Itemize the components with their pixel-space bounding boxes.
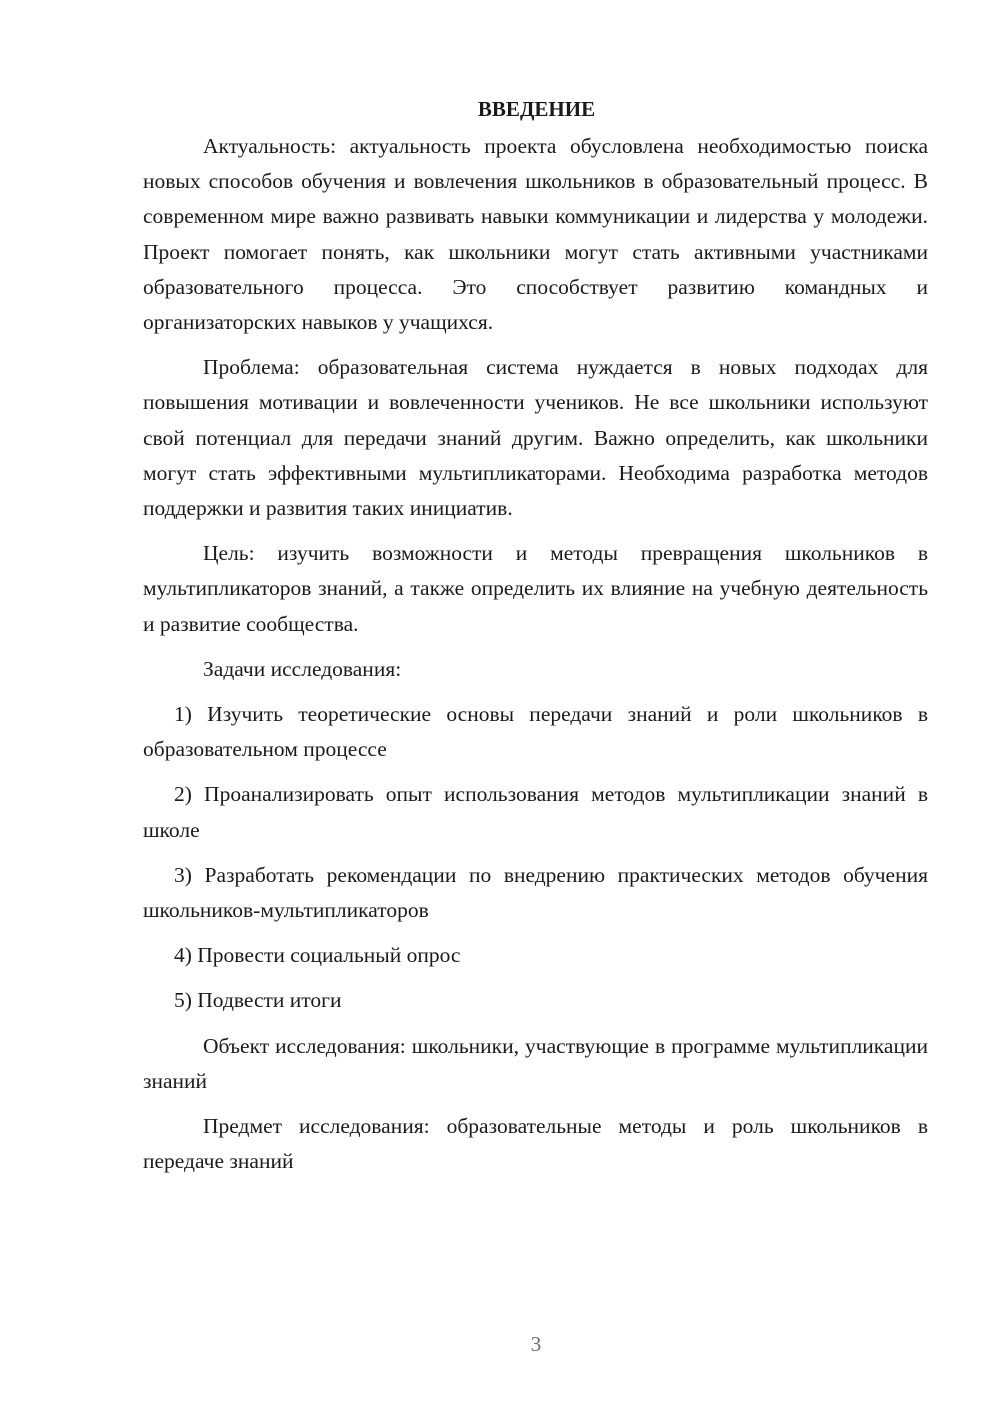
- task-item: 5) Подвести итоги: [174, 988, 342, 1013]
- task-item: 4) Провести социальный опрос: [174, 943, 461, 968]
- section-title: ВВЕДЕНИЕ: [477, 97, 596, 121]
- task-item: 3) Разработать рекомендации по внедрению практических методов обучения школьников-мультипликаторов: [143, 862, 928, 923]
- tasks-heading: Задачи исследования:: [203, 656, 402, 681]
- page-number: 3: [530, 1332, 542, 1356]
- subject-paragraph: Предмет исследования: образовательные методы и роль школьников в передаче знаний: [143, 1114, 928, 1174]
- task-item: 2) Проанализировать опыт использования методов мультипликации знаний в школе: [143, 782, 928, 842]
- problem-paragraph: Проблема: образовательная система нуждается в новых подходах для повышения мотивации и вовлеченности учеников. Не все школьники используют свой потенциал для передачи знаний другим. Важно определить, как школьники могут стать эффективными мультипликаторами. Необходима разработка методов поддержки и развития таких инициатив.: [143, 355, 928, 521]
- goal-paragraph: Цель: изучить возможности и методы превращения школьников в мультипликаторов знаний, а также определить их влияние на учебную деятельность и развитие сообщества.: [143, 541, 928, 636]
- document-page: [143, 92, 928, 1189]
- task-item: 1) Изучить теоретические основы передачи знаний и роли школьников в образовательном процессе: [143, 702, 928, 762]
- object-paragraph: Объект исследования: школьники, участвующие в программе мультипликации знаний: [143, 1033, 928, 1093]
- relevance-paragraph: Актуальность: актуальность проекта обусловлена необходимостью поиска новых способов обучения и вовлечения школьников в образовательный процесс. В современном мире важно развивать навыки коммуникации и лидерства у молодежи. Проект помогает понять, как школьники могут стать активными участниками образовательного процесса. Это способствует развитию командных и организаторских навыков у учащихся.: [143, 134, 928, 335]
- tasks-list: [143, 697, 928, 1019]
